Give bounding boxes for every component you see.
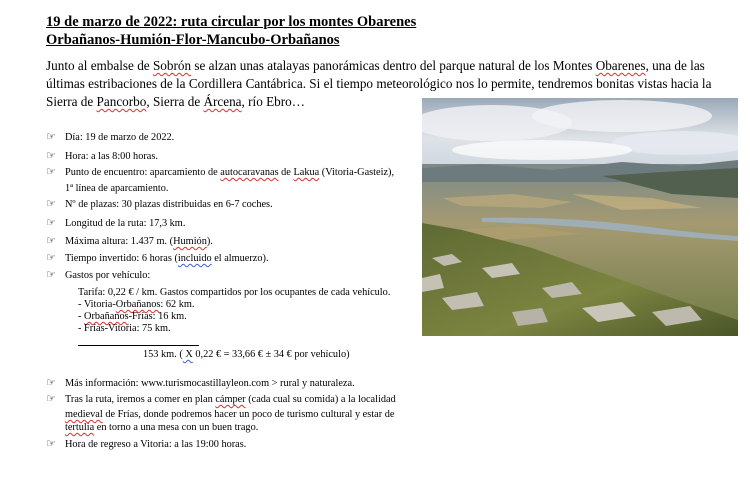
title-line-1: 19 de marzo de 2022: ruta circular por los montes Obarenes — [46, 14, 417, 30]
spell-flag: tertulia — [65, 422, 95, 433]
list-item-tras-cont-1: medieval de Frías, donde podremos hacer un poco de turismo cultural y estar de — [65, 409, 395, 420]
page-title — [46, 13, 416, 49]
spell-flag: cámper — [215, 394, 246, 405]
spell-flag: Árcena — [203, 94, 242, 109]
spell-flag: Humión — [173, 236, 207, 247]
grammar-flag: incluido — [177, 253, 212, 264]
grammar-flag: X — [182, 349, 193, 360]
pointing-hand-icon: ☞ — [46, 268, 56, 281]
list-item-tras-cont-2: tertulia en torno a una mesa con un buen trago. — [65, 422, 259, 433]
spell-flag: autocaravanas — [220, 167, 279, 178]
pointing-hand-icon: ☞ — [46, 251, 56, 264]
spell-flag: Lakua — [293, 167, 320, 178]
intro-line-3: Sierra de Pancorbo, Sierra de Árcena, río Ebro… — [46, 94, 305, 109]
pointing-hand-icon: ☞ — [46, 392, 56, 405]
mountain-landscape-photo — [422, 98, 738, 336]
tarifa-line: Tarifa: 0,22 € / km. Gastos compartidos por los ocupantes de cada vehículo. — [78, 287, 391, 298]
intro-line-2: últimas estribaciones de la Cordillera Cantábrica. Si el tiempo meteorológico nos lo permite, tendremos bonitas vistas hacia la — [46, 76, 712, 91]
pointing-hand-icon: ☞ — [46, 234, 56, 247]
pointing-hand-icon: ☞ — [46, 165, 56, 178]
pointing-hand-icon: ☞ — [46, 437, 56, 450]
tramo-orbananos-frias: - Orbañanos-Frías: 16 km. — [78, 311, 187, 322]
intro-line-1: Junto al embalse de Sobrón se alzan unas atalayas panorámicas dentro del parque natural de los Montes Obarenes, una de las — [46, 58, 705, 73]
spell-flag: medieval — [65, 409, 103, 420]
tramo-frias-vitoria: - Frías-Vitoria: 75 km. — [78, 323, 171, 334]
spell-flag: Sobrón — [152, 58, 192, 73]
spell-flag: Orbañanos — [84, 311, 129, 322]
total-line: 153 km. ( X 0,22 € = 33,66 € ± 34 € por vehículo) — [143, 349, 350, 360]
pointing-hand-icon: ☞ — [46, 149, 56, 162]
spell-flag: Obarenes — [595, 58, 646, 73]
list-item-punto-cont: 1ª línea de aparcamiento. — [65, 183, 169, 194]
title-line-2: Orbañanos-Humión-Flor-Mancubo-Orbañanos — [46, 32, 340, 48]
sum-divider — [78, 345, 199, 346]
pointing-hand-icon: ☞ — [46, 216, 56, 229]
tramo-vitoria-orbananos: - Vitoria-Orbañanos: 62 km. — [78, 299, 195, 310]
pointing-hand-icon: ☞ — [46, 197, 56, 210]
spell-flag: Orbañanos — [115, 299, 161, 310]
pointing-hand-icon: ☞ — [46, 130, 56, 143]
spell-flag: Pancorbo — [96, 94, 147, 109]
pointing-hand-icon: ☞ — [46, 376, 56, 389]
